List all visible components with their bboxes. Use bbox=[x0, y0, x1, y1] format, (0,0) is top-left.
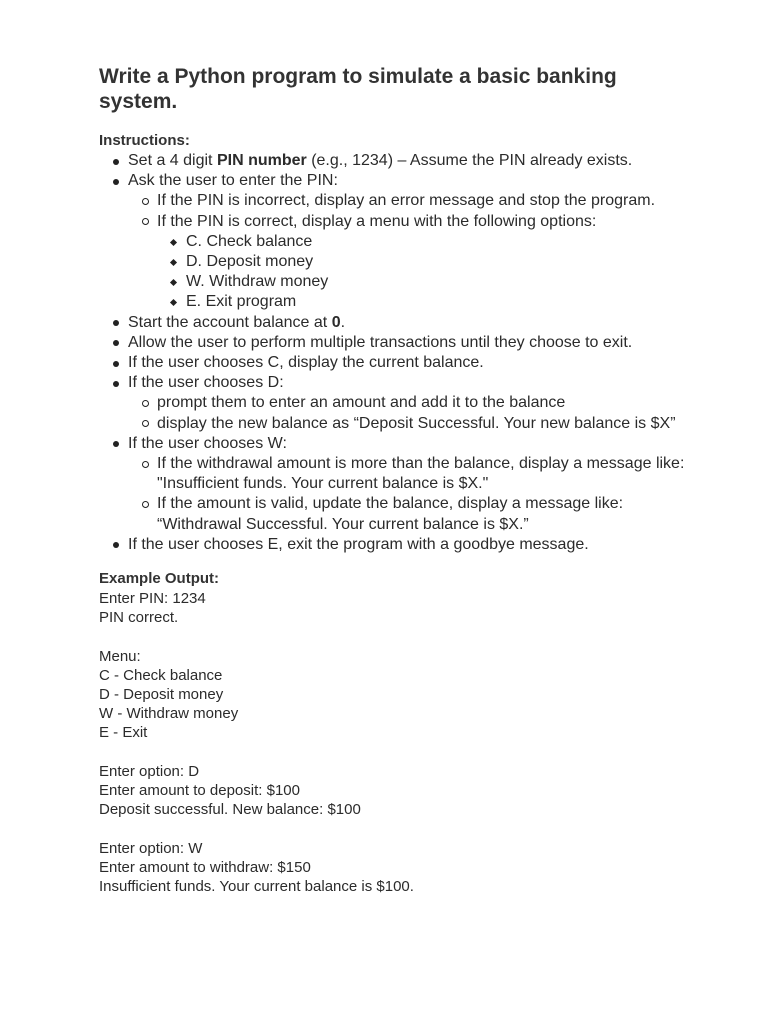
menu-option-item: E. Exit program bbox=[157, 292, 699, 312]
output-line: E - Exit bbox=[99, 724, 148, 742]
sub-list bbox=[128, 454, 699, 535]
page-title: Write a Python program to simulate a basic banking system. bbox=[99, 65, 617, 113]
list-item: Start the account balance at 0. bbox=[99, 313, 699, 333]
bullet-icon bbox=[113, 320, 119, 326]
instructions-list bbox=[99, 151, 699, 555]
bullet-icon bbox=[113, 361, 119, 367]
hollow-bullet-icon bbox=[142, 501, 149, 508]
output-line: W - Withdraw money bbox=[99, 705, 239, 723]
sub-list-item: prompt them to enter an amount and add it to the balance bbox=[128, 393, 699, 413]
list-item: If the user chooses D: prompt them to enter an amount and add it to the balance display the new balance as “Deposit Successful. Your new balance is $X” bbox=[99, 373, 699, 434]
instructions-heading: Instructions: bbox=[99, 132, 190, 149]
list-item: Allow the user to perform multiple transactions until they choose to exit. bbox=[99, 333, 699, 353]
output-line: Menu: bbox=[99, 647, 141, 665]
menu-option-item: D. Deposit money bbox=[157, 252, 699, 272]
diamond-bullet-icon bbox=[170, 239, 177, 246]
list-item: If the user chooses E, exit the program with a goodbye message. bbox=[99, 535, 699, 555]
sub-list-item: If the PIN is incorrect, display an error message and stop the program. bbox=[128, 191, 699, 211]
diamond-bullet-icon bbox=[170, 259, 177, 266]
output-line: Enter option: W bbox=[99, 839, 203, 857]
example-output-heading: Example Output: bbox=[99, 570, 220, 588]
menu-option-item: C. Check balance bbox=[157, 232, 699, 252]
bullet-icon bbox=[113, 381, 119, 387]
menu-options-list bbox=[157, 232, 699, 313]
hollow-bullet-icon bbox=[142, 198, 149, 205]
output-line: C - Check balance bbox=[99, 666, 223, 684]
output-line: PIN correct. bbox=[99, 609, 179, 627]
bullet-icon bbox=[113, 179, 119, 185]
output-line bbox=[99, 819, 699, 838]
hollow-bullet-icon bbox=[142, 218, 149, 225]
diamond-bullet-icon bbox=[170, 299, 177, 306]
bullet-icon bbox=[113, 542, 119, 548]
diamond-bullet-icon bbox=[170, 279, 177, 286]
bullet-icon bbox=[113, 159, 119, 165]
hollow-bullet-icon bbox=[142, 420, 149, 427]
list-item: If the user chooses W: If the withdrawal amount is more than the balance, display a message like: "Insufficient funds. Your current balance is $X." If the amount is valid, update the balance, display a message like: “Withdrawal Successful. Your current balance is $X.” bbox=[99, 434, 699, 535]
bullet-icon bbox=[113, 441, 119, 447]
output-line bbox=[99, 627, 699, 646]
output-line: Deposit successful. New balance: $100 bbox=[99, 801, 361, 819]
bullet-icon bbox=[113, 340, 119, 346]
list-item: If the user chooses C, display the current balance. bbox=[99, 353, 699, 373]
sub-list-item: display the new balance as “Deposit Successful. Your new balance is $X” bbox=[128, 414, 699, 434]
output-line: Enter PIN: 1234 bbox=[99, 590, 206, 608]
bold-text: 0 bbox=[331, 313, 341, 331]
sub-list bbox=[128, 191, 699, 312]
output-line: Enter option: D bbox=[99, 762, 200, 780]
output-line bbox=[99, 743, 699, 762]
list-item: Set a 4 digit PIN number (e.g., 1234) – Assume the PIN already exists. bbox=[99, 151, 699, 171]
document-page bbox=[99, 64, 699, 896]
output-line: D - Deposit money bbox=[99, 686, 224, 704]
hollow-bullet-icon bbox=[142, 461, 149, 468]
sub-list-item: If the withdrawal amount is more than the balance, display a message like: "Insufficient funds. Your current balance is $X." bbox=[128, 454, 699, 494]
list-item: Ask the user to enter the PIN: If the PIN is incorrect, display an error message and stop the program. If the PIN is correct, display a menu with the following options: C. Check balance D. Deposit money W. Withdraw money E. Exit program bbox=[99, 171, 699, 312]
sub-list bbox=[128, 393, 699, 433]
sub-list-item: If the PIN is correct, display a menu with the following options: C. Check balance D. Deposit money W. Withdraw money E. Exit program bbox=[128, 212, 699, 313]
menu-option-item: W. Withdraw money bbox=[157, 272, 699, 292]
hollow-bullet-icon bbox=[142, 400, 149, 407]
sub-list-item: If the amount is valid, update the balance, display a message like: “Withdrawal Successful. Your current balance is $X.” bbox=[128, 494, 699, 534]
output-line: Insufficient funds. Your current balance is $100. bbox=[99, 878, 414, 896]
output-line: Enter amount to deposit: $100 bbox=[99, 782, 300, 800]
bold-text: PIN number bbox=[216, 152, 307, 169]
example-output-block bbox=[99, 589, 699, 896]
output-line: Enter amount to withdraw: $150 bbox=[99, 858, 311, 876]
